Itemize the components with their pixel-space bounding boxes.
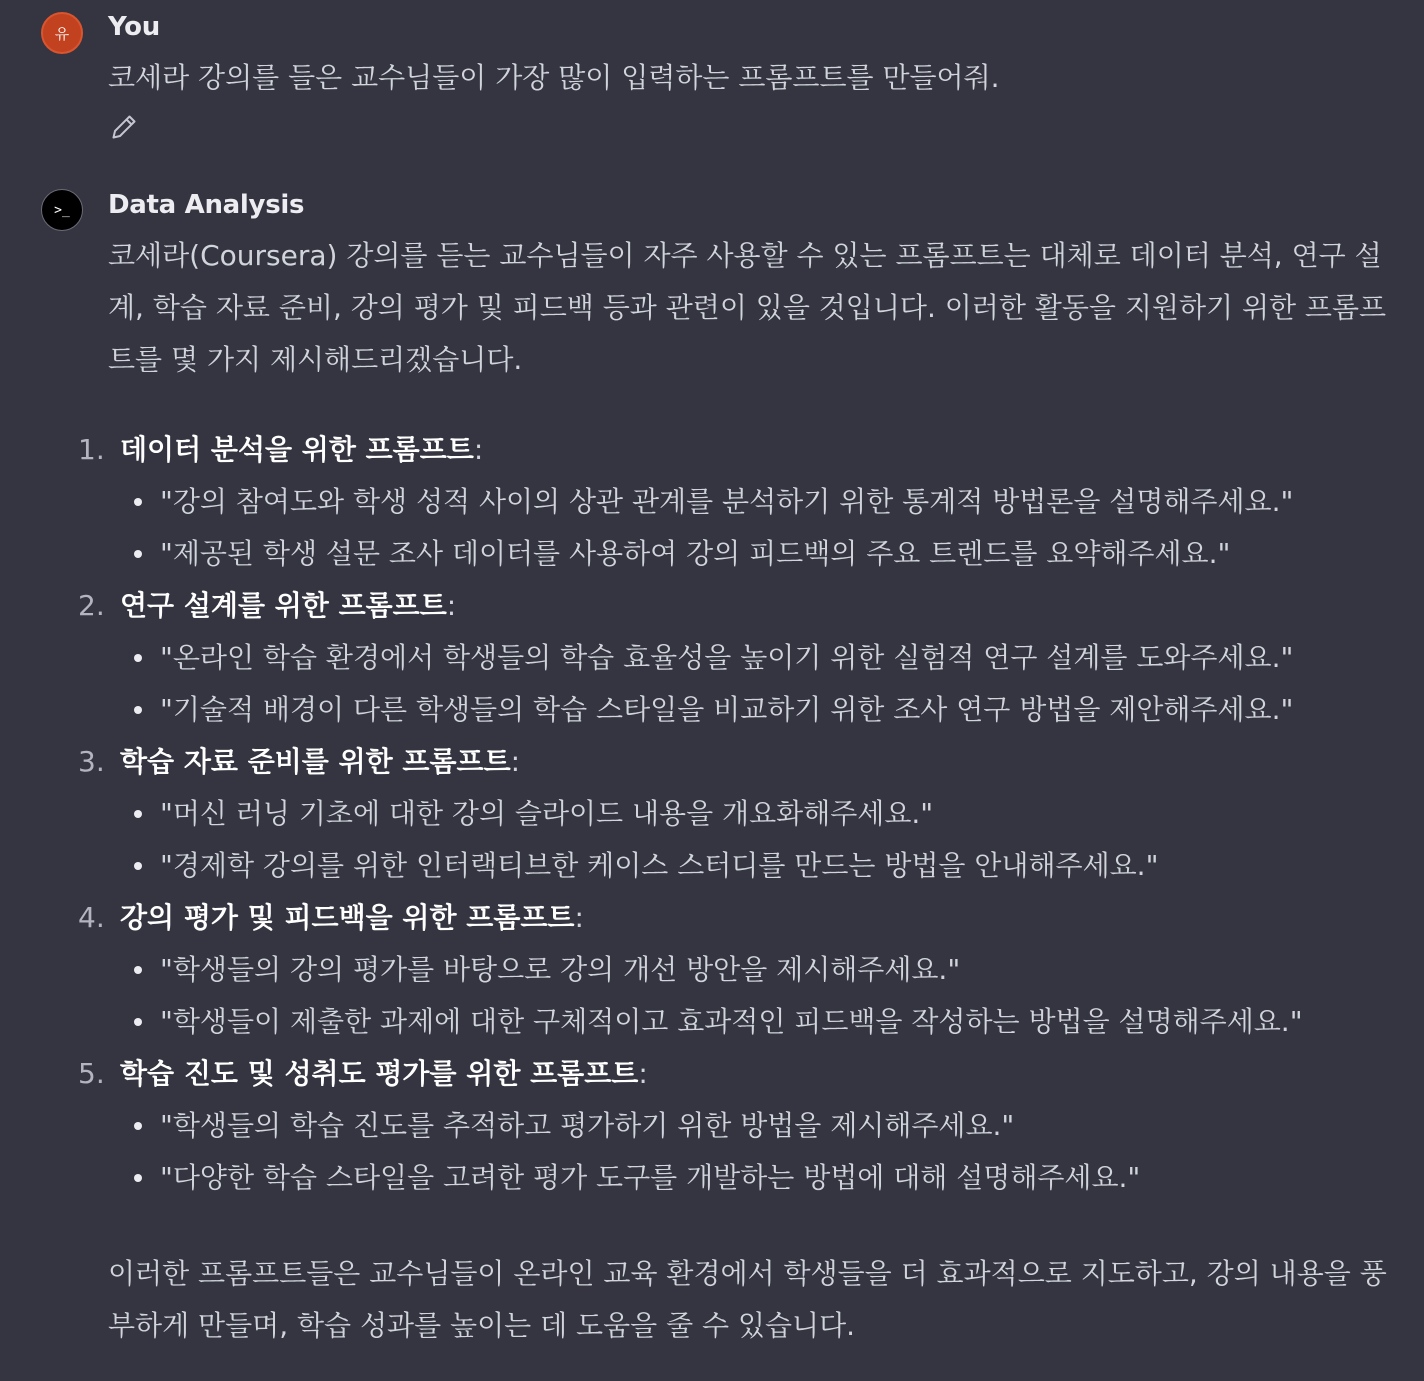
section-title (120, 580, 456, 632)
section-title (120, 1048, 648, 1100)
prompt-list-item (0, 1100, 1424, 1152)
bullet-dot (134, 706, 142, 714)
prompt-text: "학생들이 제출한 과제에 대한 구체적이고 효과적인 피드백을 작성하는 방법을 설명해주세요." (160, 1005, 1303, 1038)
section-title (120, 424, 483, 476)
prompt-section (0, 424, 1424, 580)
prompt-text: "다양한 학습 스타일을 고려한 평가 도구를 개발하는 방법에 대해 설명해주세요." (160, 1161, 1141, 1194)
pencil-icon[interactable] (109, 112, 139, 142)
data-analysis-avatar (41, 189, 83, 231)
section-title-colon: : (638, 1057, 648, 1090)
section-title-text: 강의 평가 및 피드백을 위한 프롬프트 (120, 901, 575, 934)
bullet-dot (134, 862, 142, 870)
section-number: 5. (78, 1057, 105, 1090)
user-avatar-text: 유 (54, 24, 70, 43)
prompt-text: "기술적 배경이 다른 학생들의 학습 스타일을 비교하기 위한 조사 연구 방법을 제안해주세요." (160, 693, 1294, 726)
bullet-dot (134, 1174, 142, 1182)
outro-paragraph: 이러한 프롬프트들은 교수님들이 온라인 교육 환경에서 학생들을 더 효과적으로 지도하고, 강의 내용을 풍부하게 만들며, 학습 성과를 높이는 데 도움을 줄 수 있습니다. (108, 1257, 1387, 1342)
prompt-list-item (0, 788, 1424, 840)
section-heading (0, 1048, 1424, 1100)
section-heading (0, 736, 1424, 788)
bullet-dot (134, 498, 142, 506)
prompt-text: "경제학 강의를 위한 인터랙티브한 케이스 스터디를 만드는 방법을 안내해주세요." (160, 849, 1159, 882)
section-number: 4. (78, 901, 105, 934)
prompt-list-item (0, 1152, 1424, 1204)
prompt-section (0, 1048, 1424, 1204)
assistant-author-name: Data Analysis (108, 190, 305, 220)
prompt-text: "제공된 학생 설문 조사 데이터를 사용하여 강의 피드백의 주요 트렌드를 요약해주세요." (160, 537, 1231, 570)
section-title-colon: : (473, 433, 484, 466)
terminal-icon: >_ (54, 202, 70, 218)
bullet-dot (134, 966, 142, 974)
intro-paragraph: 코세라(Coursera) 강의를 듣는 교수님들이 자주 사용할 수 있는 프롬프트는 대체로 데이터 분석, 연구 설계, 학습 자료 준비, 강의 평가 및 피드백 등과 관련이 있을 것입니다. 이러한 활동을 지원하기 위한 프롬프트를 몇 가지 제시해드리겠습니다. (108, 239, 1387, 376)
prompt-section (0, 892, 1424, 1048)
prompt-text: "학생들의 학습 진도를 추적하고 평가하기 위한 방법을 제시해주세요." (160, 1109, 1015, 1142)
section-number: 1. (78, 433, 105, 466)
prompt-list-item (0, 840, 1424, 892)
section-title-colon: : (510, 745, 521, 778)
prompt-text: "온라인 학습 환경에서 학생들의 학습 효율성을 높이기 위한 실험적 연구 설계를 도와주세요." (160, 641, 1294, 674)
section-heading (0, 892, 1424, 944)
bullet-dot (134, 654, 142, 662)
section-title-colon: : (574, 901, 584, 934)
section-number: 2. (78, 589, 105, 622)
section-title (120, 736, 520, 788)
prompt-text: "강의 참여도와 학생 성적 사이의 상관 관계를 분석하기 위한 통계적 방법론을 설명해주세요." (160, 485, 1294, 518)
bullet-dot (134, 810, 142, 818)
section-title-text: 학습 자료 준비를 위한 프롬프트 (120, 745, 511, 778)
prompt-section (0, 736, 1424, 892)
prompt-text: "머신 러닝 기초에 대한 강의 슬라이드 내용을 개요화해주세요." (160, 797, 934, 830)
section-title (120, 892, 584, 944)
prompt-list-item (0, 632, 1424, 684)
user-message-text: 코세라 강의를 들은 교수님들이 가장 많이 입력하는 프롬프트를 만들어줘. (108, 61, 1000, 94)
section-title-text: 연구 설계를 위한 프롬프트 (120, 589, 447, 622)
section-heading (0, 424, 1424, 476)
bullet-dot (134, 1122, 142, 1130)
section-title-colon: : (446, 589, 457, 622)
prompt-list-item (0, 684, 1424, 736)
section-heading (0, 580, 1424, 632)
prompt-section-list (0, 424, 1424, 1204)
section-title-text: 학습 진도 및 성취도 평가를 위한 프롬프트 (120, 1057, 639, 1090)
bullet-dot (134, 550, 142, 558)
section-number: 3. (78, 745, 105, 778)
user-avatar (41, 12, 83, 54)
user-author-name: You (108, 12, 160, 42)
prompt-text: "학생들의 강의 평가를 바탕으로 강의 개선 방안을 제시해주세요." (160, 953, 961, 986)
prompt-list-item (0, 476, 1424, 528)
prompt-list-item (0, 944, 1424, 996)
prompt-list-item (0, 528, 1424, 580)
prompt-section (0, 580, 1424, 736)
section-title-text: 데이터 분석을 위한 프롬프트 (120, 433, 474, 466)
prompt-list-item (0, 996, 1424, 1048)
bullet-dot (134, 1018, 142, 1026)
